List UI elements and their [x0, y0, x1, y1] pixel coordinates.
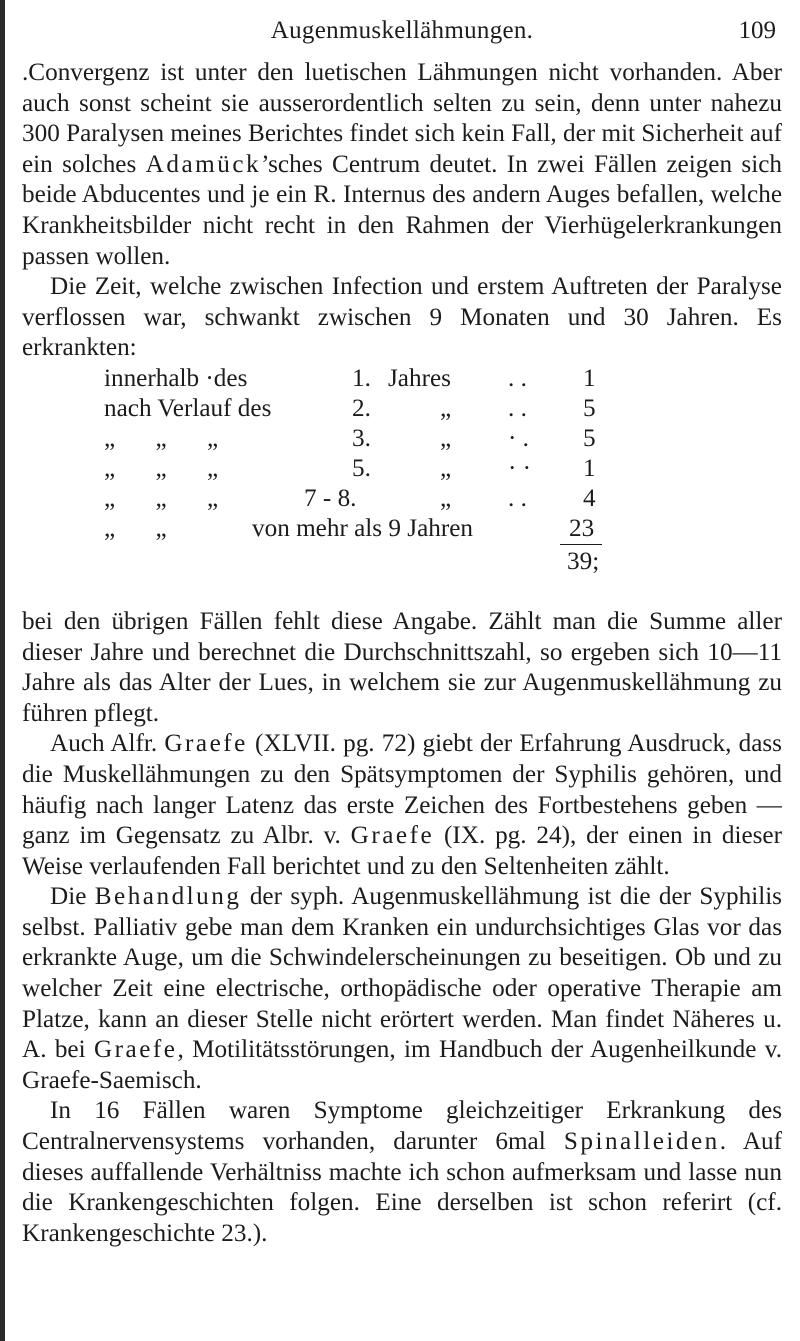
table-row-dots: · ·	[508, 454, 532, 482]
table-row-count: 5	[583, 394, 596, 422]
table-row-dots: · .	[508, 424, 529, 452]
paragraph-graefe	[22, 729, 782, 882]
table-row-unit: „	[440, 394, 452, 422]
text-run: .Convergenz ist unter den luetischen Lähmungen nicht vorhanden. Aber auch sonst scheint sie ausserordentlich selten zu sein, denn unter nahezu 300 Paralysen meines Berichtes findet sich kein Fall, der mit Sicherheit auf ein solches	[22, 59, 782, 178]
paragraph-behandlung	[22, 882, 782, 1096]
table-row-ordinal: 2.	[352, 394, 371, 422]
author-name: Graefe	[350, 822, 435, 850]
table-row-ordinal: 3.	[352, 424, 371, 452]
table-row-dots: . .	[508, 484, 527, 512]
text-run: der syph. Augenmuskellähmung ist die der Syphilis selbst. Palliativ gebe man dem Kranken ein undurchsichtiges Glas vor das erkrankte Auge, um die Schwindelerscheinungen zu beseitigen. Ob und zu welcher Zeit eine electrische, orthopädische oder operative Therapie am Platze, kann an dieser Stelle nicht erörtert werden. Man findet Näheres u. A. bei	[22, 883, 782, 1064]
page-number: 109	[738, 17, 776, 44]
table-row-count: 23	[569, 514, 595, 542]
table-row-label: „ „ „	[104, 484, 219, 512]
author-name: Adamück	[145, 150, 262, 178]
page-header	[22, 0, 782, 58]
table-row-unit: Jahres	[388, 364, 451, 392]
text-run: In 16 Fällen waren Symptome gleichzeitiger Erkrankung des Centralnervensystems vorhanden, darunter 6mal	[22, 1097, 782, 1156]
paragraph-summe: bei den übrigen Fällen fehlt diese Angabe. Zählt man die Summe aller dieser Jahre und berechnet die Durchschnittszahl, so ergeben sich 10—11 Jahre als das Alter der Lues, in welchem sie zur Augenmuskellähmung zu führen pflegt.	[22, 607, 782, 727]
emphasized-term: Spinalleiden	[563, 1128, 720, 1156]
table-row-count: 4	[583, 484, 596, 512]
text-run: , Motilitätsstörungen, im Handbuch der Augenheilkunde v. Graefe-Saemisch.	[22, 1036, 782, 1094]
author-name: Graefe	[164, 730, 248, 758]
author-name: Graefe	[93, 1036, 178, 1064]
emphasized-term: Behandlung	[94, 883, 242, 911]
table-row-label: „ „ „	[104, 424, 219, 452]
table-row-unit: „	[440, 454, 452, 482]
table-row-ordinal: von mehr als 9 Jahren	[252, 514, 474, 542]
paragraph-centralnervensystem	[22, 1096, 782, 1249]
text-run: Auch Alfr.	[50, 730, 165, 758]
table-row-dots: . .	[508, 394, 527, 422]
table-row-count: 5	[583, 424, 596, 452]
sum-rule	[560, 544, 602, 545]
table-row-dots: . .	[508, 364, 527, 392]
text-run: (IX. pg. 24), der einen in dieser Weise verlaufenden Fall berichtet und zu den Seltenheiten zählt.	[22, 822, 782, 880]
table-row-ordinal: 7 - 8.	[304, 484, 357, 512]
table-row-ordinal: 5.	[352, 454, 371, 482]
text-run: Die	[50, 883, 95, 911]
body-text	[22, 58, 782, 1249]
table-row-label: „ „	[104, 514, 167, 542]
text-run: ’sches Centrum deutet. In zwei Fällen zeigen sich beide Abducentes und je ein R. Internus des andern Auges befallen, welche Krankheitsbilder nicht recht in den Rahmen der Vierhügelerkrankungen passen wollen.	[22, 150, 782, 270]
paragraph-convergenz	[22, 58, 782, 272]
table-row-label: innerhalb ·des	[104, 364, 248, 392]
table-row-unit: „	[440, 424, 452, 452]
text-run: . Auf dieses auffallende Verhältniss machte ich schon aufmerksam und lasse nun die Krankengeschichten folgen. Eine derselben ist schon referirt (cf. Krankengeschichte 23.).	[22, 1128, 782, 1247]
table-row-count: 1	[583, 454, 596, 482]
table-row-ordinal: 1.	[352, 364, 371, 392]
paragraph-zeit: Die Zeit, welche zwischen Infection und erstem Auftreten der Paralyse verflossen war, schwankt zwischen 9 Monaten und 30 Jahren. Es erkrankten:	[22, 273, 782, 362]
text-run: (XLVII. pg. 72) giebt der Erfahrung Ausdruck, dass die Muskellähmungen zu den Spätsymptomen der Syphilis gehören, und häufig nach langer Latenz das erste Zeichen des Fortbestehens geben — ganz im Gegensatz zu Albr. v.	[22, 730, 782, 850]
table-total: 39;	[567, 547, 600, 575]
page	[22, 0, 782, 1249]
table-row-label: nach Verlauf des	[104, 394, 272, 422]
page-edge	[0, 0, 5, 1341]
table-row-unit: „	[440, 484, 452, 512]
onset-table	[22, 364, 782, 607]
running-head: Augenmuskellähmungen.	[270, 17, 534, 44]
table-row-count: 1	[583, 364, 596, 392]
table-row-label: „ „ „	[104, 454, 219, 482]
